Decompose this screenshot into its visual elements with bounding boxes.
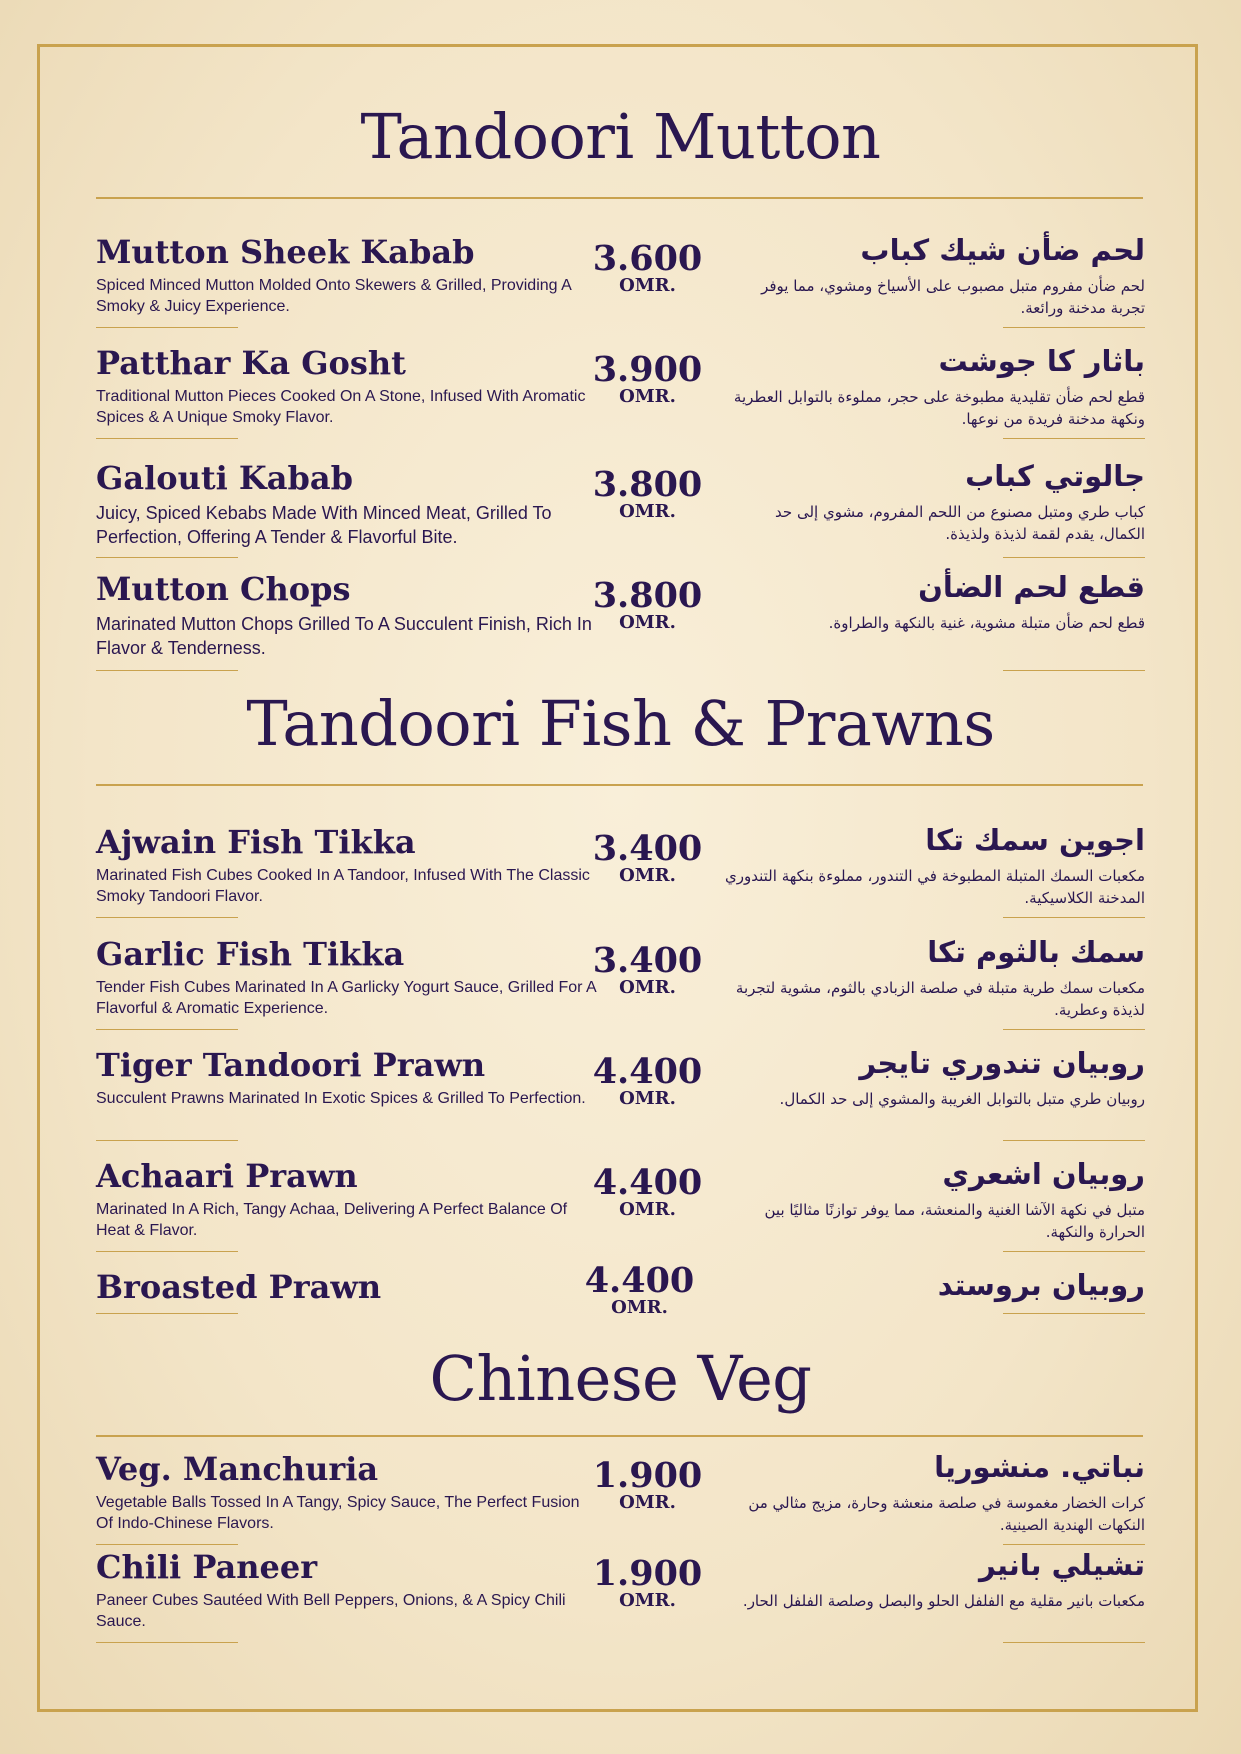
item-name-en: Ajwain Fish Tikka bbox=[96, 823, 416, 861]
item-desc-en: Juicy, Spiced Kebabs Made With Minced Meat, Grilled To Perfection, Offering A Tender & Flavorful Bite. bbox=[96, 503, 552, 547]
item-name-en: Veg. Manchuria bbox=[96, 1450, 379, 1488]
item-divider bbox=[96, 1544, 238, 1545]
price-value: 3.900 bbox=[592, 349, 703, 390]
menu-item bbox=[0, 823, 1241, 923]
item-desc-en: Traditional Mutton Pieces Cooked On A Stone, Infused With Aromatic Spices & A Unique Smoky Flavor. bbox=[96, 388, 586, 426]
item-desc-en: Spiced Minced Mutton Molded Onto Skewers & Grilled, Providing A Smoky & Juicy Experience. bbox=[96, 277, 571, 315]
price-currency: OMR. bbox=[619, 1590, 676, 1611]
item-divider bbox=[1003, 1642, 1145, 1643]
item-name-ar: روبيان تندوري تايجر bbox=[859, 1046, 1145, 1080]
item-divider bbox=[96, 1029, 238, 1030]
item-price bbox=[590, 575, 705, 633]
item-desc-en: Vegetable Balls Tossed In A Tangy, Spicy Sauce, The Perfect Fusion Of Indo-Chinese Flavors. bbox=[96, 1494, 580, 1532]
item-divider bbox=[1003, 1313, 1145, 1314]
item-divider bbox=[1003, 438, 1145, 439]
item-name-en: Achaari Prawn bbox=[96, 1157, 358, 1195]
item-name-ar: جالوتي كباب bbox=[965, 459, 1145, 493]
menu-item bbox=[0, 459, 1241, 559]
item-divider bbox=[1003, 1544, 1145, 1545]
item-desc-ar: روبيان طري متبل بالتوابل الغريبة والمشوي إلى حد الكمال. bbox=[779, 1090, 1145, 1108]
section-title: Tandoori Mutton bbox=[360, 100, 881, 173]
item-desc-ar: كرات الخضار مغموسة في صلصة منعشة وحارة، مزيج مثالي من النكهات الهندية الصينية. bbox=[748, 1494, 1145, 1534]
item-name-en: Galouti Kabab bbox=[96, 459, 353, 497]
item-name-ar: تشيلي بانير bbox=[978, 1548, 1145, 1582]
item-divider bbox=[96, 670, 238, 671]
section-divider bbox=[96, 784, 1143, 786]
price-value: 4.400 bbox=[592, 1162, 703, 1203]
menu-item bbox=[0, 570, 1241, 670]
item-divider bbox=[1003, 327, 1145, 328]
item-name-ar: روبيان بروستد bbox=[937, 1268, 1145, 1302]
item-price bbox=[590, 1051, 705, 1109]
section-divider bbox=[96, 1435, 1143, 1437]
item-name-ar: اجوين سمك تكا bbox=[925, 823, 1145, 857]
item-divider bbox=[1003, 1140, 1145, 1141]
item-desc-ar: كباب طري ومتبل مصنوع من اللحم المفروم، مشوي إلى حد الكمال، يقدم لقمة لذيذة ولذيذة. bbox=[775, 503, 1145, 543]
item-name-en: Tiger Tandoori Prawn bbox=[96, 1046, 486, 1084]
item-desc-en: Succulent Prawns Marinated In Exotic Spices & Grilled To Perfection. bbox=[96, 1090, 586, 1107]
price-value: 3.400 bbox=[592, 828, 703, 869]
price-value: 4.400 bbox=[584, 1260, 695, 1301]
menu-item bbox=[0, 1450, 1241, 1550]
item-desc-en: Marinated Mutton Chops Grilled To A Succulent Finish, Rich In Flavor & Tenderness. bbox=[96, 614, 592, 658]
menu-item bbox=[0, 1548, 1241, 1648]
price-currency: OMR. bbox=[619, 1492, 676, 1513]
item-divider bbox=[96, 1251, 238, 1252]
item-divider bbox=[96, 1642, 238, 1643]
item-price bbox=[590, 1455, 705, 1513]
price-currency: OMR. bbox=[619, 386, 676, 407]
item-name-ar: باثار كا جوشت bbox=[938, 344, 1145, 378]
price-currency: OMR. bbox=[611, 1297, 668, 1318]
item-name-ar: قطع لحم الضأن bbox=[918, 570, 1145, 604]
item-desc-ar: مكعبات سمك طرية متبلة في صلصة الزبادي بالثوم، مشوية لتجربة لذيذة وعطرية. bbox=[735, 979, 1145, 1019]
price-value: 3.600 bbox=[592, 238, 703, 279]
price-currency: OMR. bbox=[619, 865, 676, 886]
item-divider bbox=[1003, 917, 1145, 918]
item-name-en: Chili Paneer bbox=[96, 1548, 318, 1586]
price-currency: OMR. bbox=[619, 977, 676, 998]
item-price bbox=[590, 1162, 705, 1220]
item-divider bbox=[96, 917, 238, 918]
price-value: 3.800 bbox=[592, 464, 703, 505]
menu-item bbox=[0, 344, 1241, 444]
section-title: Chinese Veg bbox=[429, 1342, 812, 1415]
section-divider bbox=[96, 197, 1143, 199]
item-name-en: Mutton Sheek Kabab bbox=[96, 233, 475, 271]
item-desc-ar: متبل في نكهة الآشا الغنية والمنعشة، مما يوفر توازنًا مثاليًا بين الحرارة والنكهة. bbox=[764, 1201, 1145, 1241]
item-desc-en: Marinated In A Rich, Tangy Achaa, Delivering A Perfect Balance Of Heat & Flavor. bbox=[96, 1201, 568, 1239]
item-divider bbox=[96, 1313, 238, 1314]
item-price bbox=[590, 464, 705, 522]
item-desc-en: Paneer Cubes Sautéed With Bell Peppers, Onions, & A Spicy Chili Sauce. bbox=[96, 1592, 566, 1630]
section-title: Tandoori Fish & Prawns bbox=[246, 687, 995, 760]
item-desc-ar: مكعبات بانير مقلية مع الفلفل الحلو والبصل وصلصة الفلفل الحار. bbox=[742, 1592, 1145, 1610]
item-name-ar: لحم ضأن شيك كباب bbox=[860, 233, 1145, 267]
price-currency: OMR. bbox=[619, 612, 676, 633]
item-desc-en: Marinated Fish Cubes Cooked In A Tandoor, Infused With The Classic Smoky Tandoori Flavor. bbox=[96, 867, 590, 905]
item-name-en: Garlic Fish Tikka bbox=[96, 935, 405, 973]
item-divider bbox=[1003, 1251, 1145, 1252]
item-price bbox=[582, 1260, 697, 1318]
item-divider bbox=[1003, 557, 1145, 558]
item-name-en: Mutton Chops bbox=[96, 570, 351, 608]
price-value: 4.400 bbox=[592, 1051, 703, 1092]
price-currency: OMR. bbox=[619, 1088, 676, 1109]
item-price bbox=[590, 349, 705, 407]
price-value: 3.800 bbox=[592, 575, 703, 616]
price-value: 1.900 bbox=[592, 1553, 703, 1594]
item-price bbox=[590, 1553, 705, 1611]
menu-item bbox=[0, 935, 1241, 1035]
price-currency: OMR. bbox=[619, 275, 676, 296]
item-name-ar: سمك بالثوم تكا bbox=[927, 935, 1145, 969]
menu-item bbox=[0, 1157, 1241, 1257]
price-value: 1.900 bbox=[592, 1455, 703, 1496]
price-currency: OMR. bbox=[619, 501, 676, 522]
item-desc-ar: قطع لحم ضأن متبلة مشوية، غنية بالنكهة والطراوة. bbox=[828, 614, 1145, 632]
item-name-en: Patthar Ka Gosht bbox=[96, 344, 406, 382]
item-divider bbox=[96, 438, 238, 439]
item-price bbox=[590, 940, 705, 998]
item-divider bbox=[96, 1140, 238, 1141]
item-name-en: Broasted Prawn bbox=[96, 1268, 382, 1306]
item-desc-ar: مكعبات السمك المتبلة المطبوخة في التندور، مملوءة بنكهة التندوري المدخنة الكلاسيكية. bbox=[725, 867, 1145, 907]
item-divider bbox=[96, 327, 238, 328]
menu-item bbox=[0, 1260, 1241, 1328]
item-name-ar: روبيان اشعري bbox=[942, 1157, 1145, 1191]
item-divider bbox=[96, 557, 238, 558]
menu-item bbox=[0, 233, 1241, 333]
price-currency: OMR. bbox=[619, 1199, 676, 1220]
item-divider bbox=[1003, 670, 1145, 671]
menu-item bbox=[0, 1046, 1241, 1146]
price-value: 3.400 bbox=[592, 940, 703, 981]
item-price bbox=[590, 238, 705, 296]
item-desc-ar: قطع لحم ضأن تقليدية مطبوخة على حجر، مملوءة بالتوابل العطرية ونكهة مدخنة فريدة من نوعها. bbox=[733, 388, 1145, 428]
item-name-ar: نباتي. منشوريا bbox=[934, 1450, 1145, 1484]
item-divider bbox=[1003, 1029, 1145, 1030]
item-price bbox=[590, 828, 705, 886]
item-desc-ar: لحم ضأن مفروم متبل مصبوب على الأسياخ ومشوي، مما يوفر تجربة مدخنة ورائعة. bbox=[761, 277, 1145, 317]
item-desc-en: Tender Fish Cubes Marinated In A Garlicky Yogurt Sauce, Grilled For A Flavorful & Aromatic Experience. bbox=[96, 979, 596, 1017]
